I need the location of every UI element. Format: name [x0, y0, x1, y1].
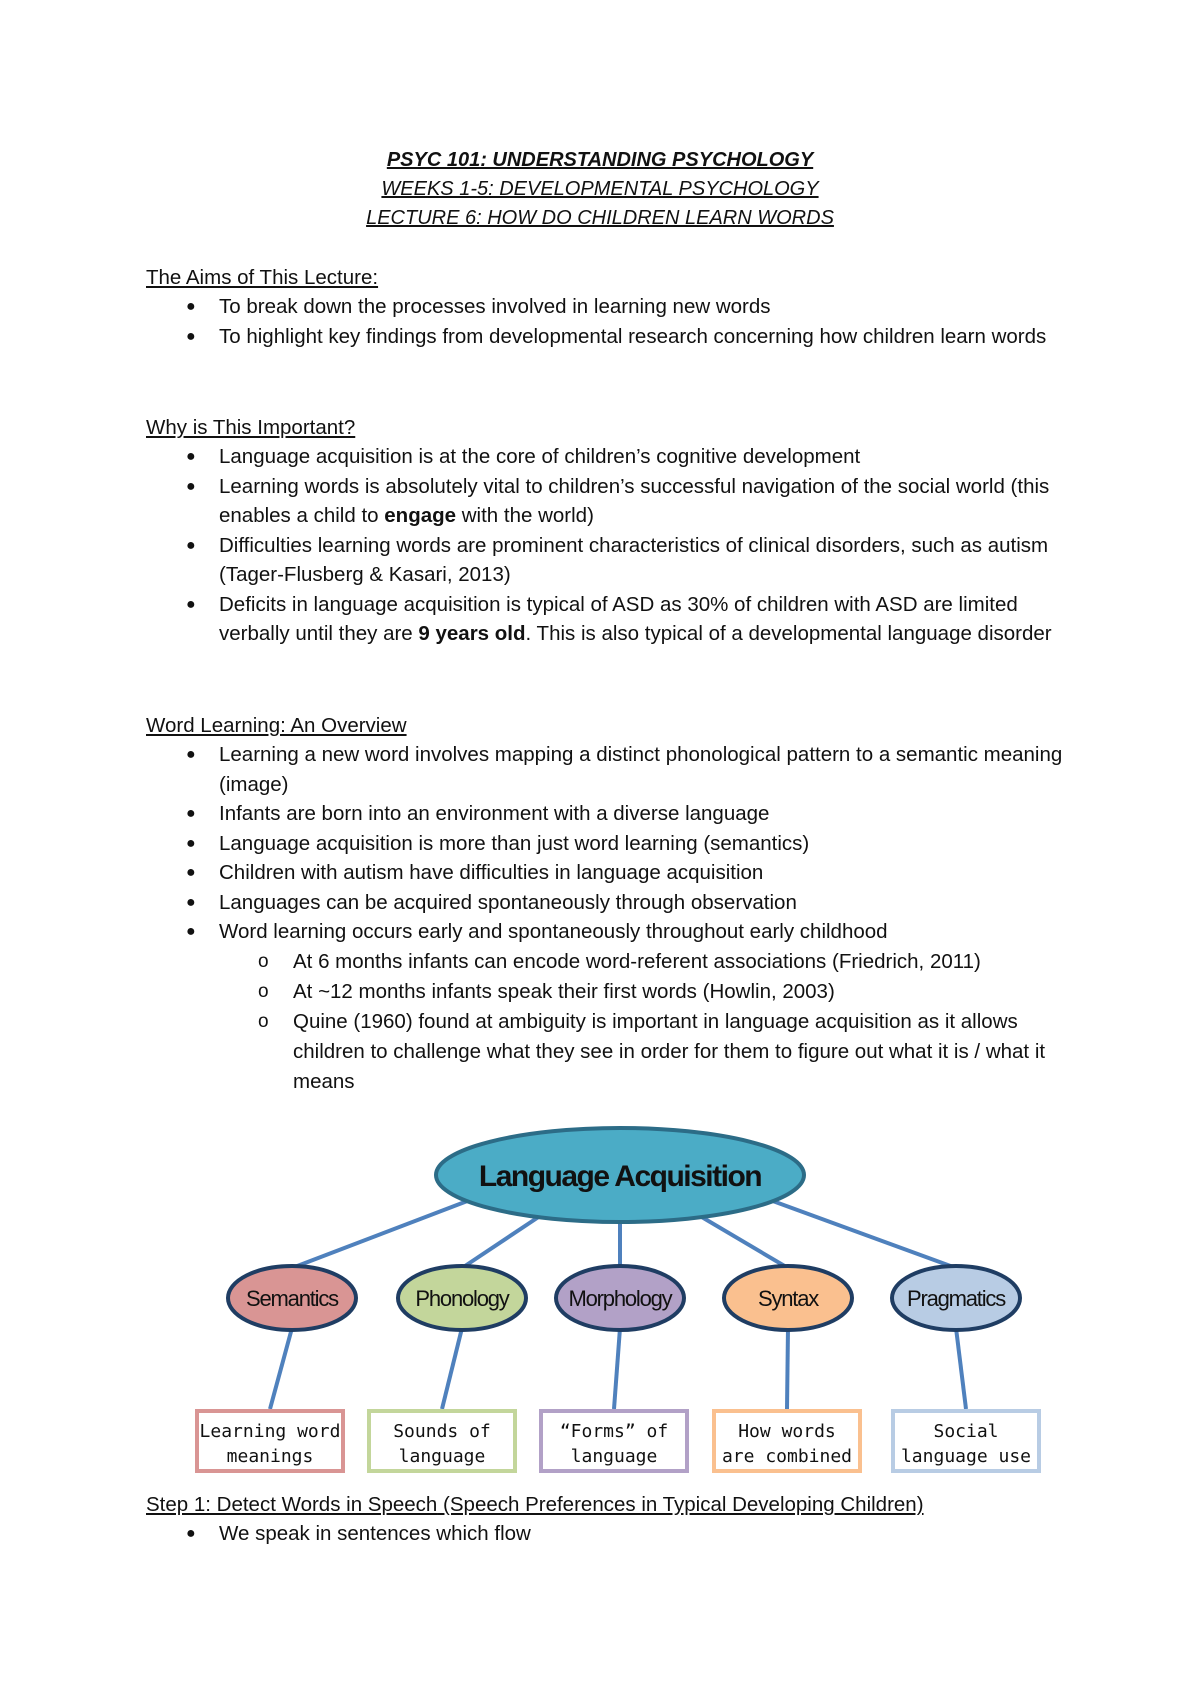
bullet-icon: ● — [186, 746, 196, 763]
step1-heading: Step 1: Detect Words in Speech — [146, 1493, 438, 1516]
list-item: ● Children with autism have difficulties in language acquisition — [146, 858, 1066, 888]
category-label: Semantics — [246, 1286, 338, 1311]
connector-line — [270, 1328, 292, 1409]
list-item: ● Learning a new word involves mapping a distinct phonological pattern to a semantic meaning (image) — [146, 740, 1066, 799]
list-item: ● Word learning occurs early and spontaneously throughout early childhood o At 6 months infants can encode word-referent associations (Friedrich, 2011) o At ~12 months infants speak their first words (Howlin, 2003) o Quine (1960) found at ambiguity is important in language acquisition as it allows children to challenge what they see in order for them to figure out what it is / what it means — [146, 917, 1066, 1097]
bullet-icon: ● — [186, 448, 196, 465]
overview-sublist — [219, 947, 1066, 1097]
overview-heading: Word Learning: An Overview — [146, 714, 407, 737]
list-item: ● Infants are born into an environment with a diverse language — [146, 799, 1066, 829]
step1-list — [146, 1519, 1066, 1549]
category-label: Pragmatics — [906, 1286, 1006, 1311]
connector-line — [462, 1216, 540, 1268]
sub-list-item: o At 6 months infants can encode word-referent associations (Friedrich, 2011) — [146, 947, 1066, 977]
connector-line — [956, 1328, 966, 1409]
category-label: Phonology — [415, 1286, 509, 1311]
course-title: PSYC 101: UNDERSTANDING PSYCHOLOGY — [386, 149, 814, 171]
list-item: ● We speak in sentences which flow — [146, 1519, 1066, 1549]
circle-bullet-icon: o — [258, 980, 269, 1002]
connector-line — [442, 1328, 462, 1409]
description-line: language use — [900, 1446, 1032, 1467]
bullet-icon: ● — [186, 298, 196, 315]
overview-section — [146, 712, 1066, 1097]
importance-section — [146, 414, 1066, 649]
sub-list-item: o At ~12 months infants speak their first words (Howlin, 2003) — [146, 977, 1066, 1007]
circle-bullet-icon: o — [258, 950, 269, 972]
importance-list — [146, 442, 1066, 649]
root-label: Language Acquisition — [478, 1160, 762, 1193]
list-item: ● Deficits in language acquisition is typical of ASD as 30% of children with ASD are limited verbally until they are 9 years old. This is also typical of a developmental language disorder — [146, 590, 1066, 649]
connector-line — [770, 1200, 956, 1268]
lecture-title: LECTURE 6: HOW DO CHILDREN LEARN WORDS — [366, 207, 834, 229]
importance-heading: Why is This Important? — [146, 416, 356, 439]
aims-list — [146, 292, 1066, 351]
title-block — [0, 146, 1200, 233]
description-line: are combined — [721, 1446, 853, 1467]
circle-bullet-icon: o — [258, 1010, 269, 1032]
language-acquisition-diagram — [170, 1120, 1070, 1490]
bullet-icon: ● — [186, 805, 196, 822]
connector-line — [614, 1328, 620, 1409]
list-item: ● Languages can be acquired spontaneously through observation — [146, 888, 1066, 918]
bullet-icon: ● — [186, 893, 196, 911]
bullet-icon: ● — [186, 1525, 196, 1542]
description-line: Social — [933, 1421, 999, 1442]
category-label: Morphology — [568, 1286, 672, 1311]
list-item: ● Language acquisition is more than just word learning (semantics) — [146, 829, 1066, 859]
list-item: ● Learning words is absolutely vital to children’s successful navigation of the social world (this enables a child to engage with the world) — [146, 472, 1066, 531]
description-line: language — [570, 1446, 658, 1467]
bullet-icon: ● — [186, 477, 196, 495]
description-line: Sounds of — [393, 1421, 491, 1442]
step1-subtitle: (Speech Preferences in Typical Developing Children) — [437, 1493, 924, 1516]
step1-heading-line — [146, 1491, 1066, 1519]
connector-line — [700, 1216, 788, 1268]
list-item: ● To highlight key findings from developmental research concerning how children learn words — [146, 322, 1066, 352]
connector-line — [787, 1328, 788, 1409]
list-item: ● To break down the processes involved in learning new words — [146, 292, 1066, 322]
description-line: Learning word — [199, 1421, 341, 1442]
bullet-icon: ● — [186, 327, 196, 345]
step1-section — [146, 1491, 1066, 1549]
root-node — [436, 1128, 804, 1222]
description-line: language — [398, 1446, 486, 1467]
bullet-icon: ● — [186, 536, 196, 554]
weeks-title: WEEKS 1-5: DEVELOPMENTAL PSYCHOLOGY — [381, 178, 819, 200]
aims-section — [146, 264, 1066, 351]
sub-list-item: o Quine (1960) found at ambiguity is important in language acquisition as it allows children to challenge what they see in order for them to figure out what it is / what it means — [146, 1007, 1066, 1097]
description-line: “Forms” of — [559, 1421, 669, 1442]
bullet-icon: ● — [186, 923, 196, 940]
list-item: ● Difficulties learning words are prominent characteristics of clinical disorders, such as autism (Tager-Flusberg & Kasari, 2013) — [146, 531, 1066, 590]
description-line: How words — [738, 1421, 836, 1442]
description-line: meanings — [226, 1446, 314, 1467]
bullet-icon: ● — [186, 595, 196, 613]
description-boxes — [197, 1411, 1039, 1471]
connector-line — [292, 1200, 470, 1268]
category-label: Syntax — [757, 1286, 819, 1311]
bullet-icon: ● — [186, 864, 196, 881]
category-nodes — [228, 1266, 1020, 1330]
bullet-icon: ● — [186, 834, 196, 852]
overview-list — [146, 740, 1066, 1097]
aims-heading: The Aims of This Lecture: — [146, 266, 379, 289]
list-item: ● Language acquisition is at the core of children’s cognitive development — [146, 442, 1066, 472]
